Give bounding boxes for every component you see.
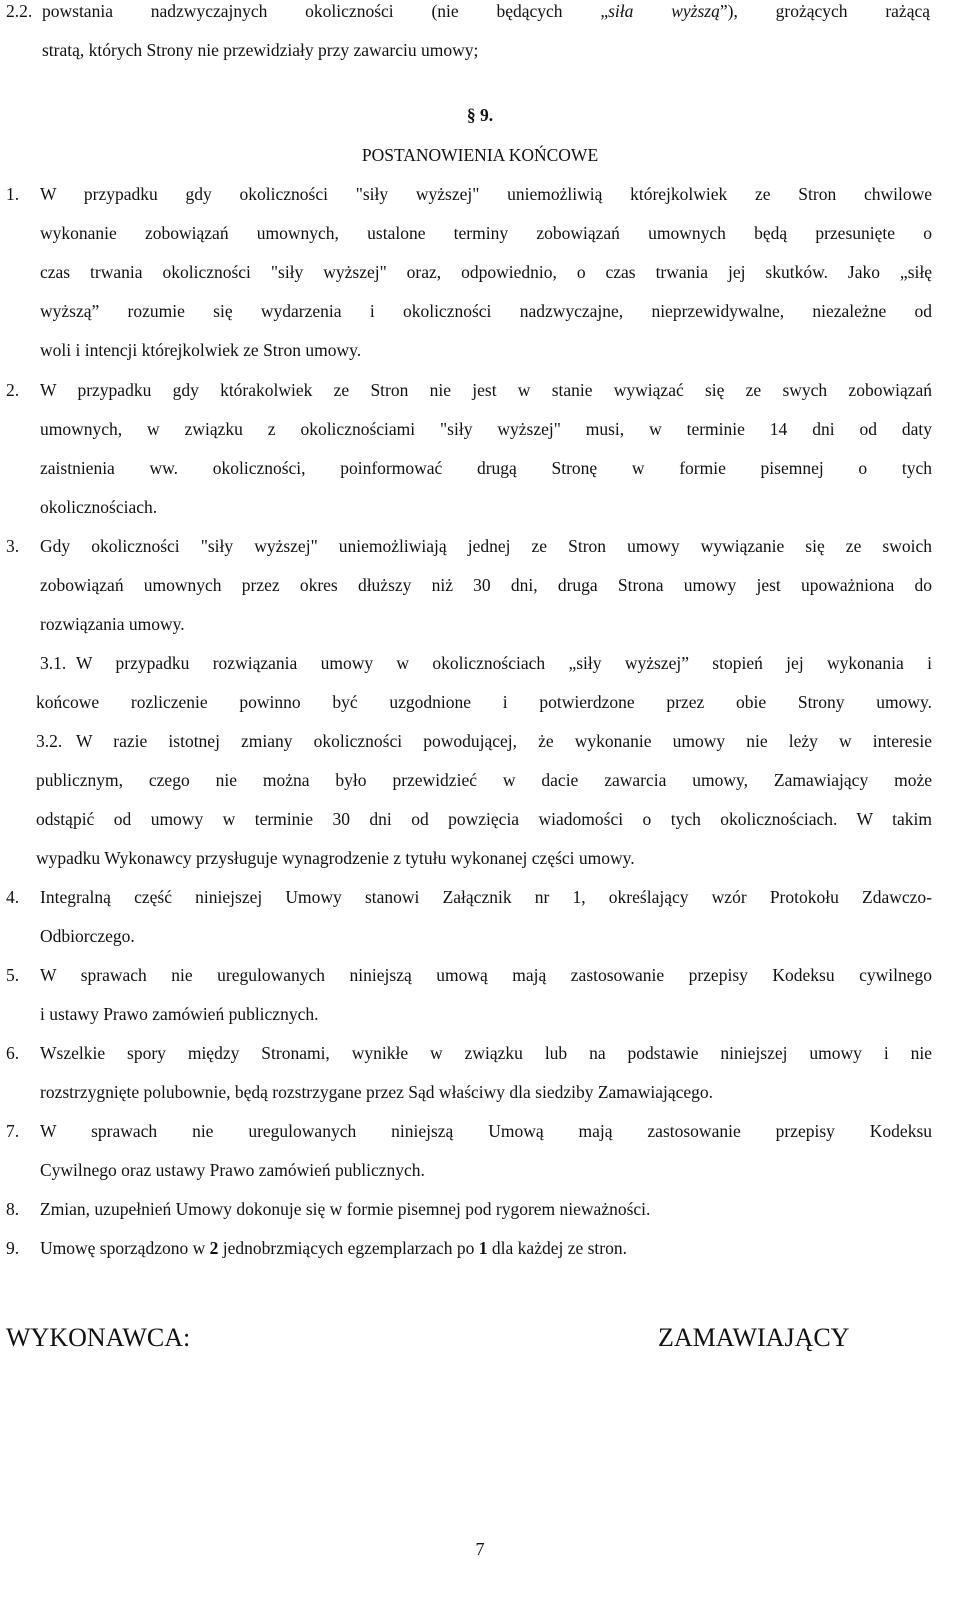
text-run: ”), grożących rażącą xyxy=(719,1,930,21)
text-run: Umowę sporządzono w xyxy=(40,1238,210,1258)
bold-number: 2 xyxy=(209,1238,219,1258)
paragraph-line: Wszelkie spory między Stronami, wynikłe w związku lub na podstawie niniejszej umowy i nie xyxy=(40,1043,932,1063)
paragraph-line: wykonanie zobowiązań umownych, ustalone terminy zobowiązań umownych będą przesunięte o xyxy=(40,223,932,243)
paragraph-line: odstąpić od umowy w terminie 30 dni od powzięcia wiadomości o tych okolicznościach. W takim xyxy=(36,809,932,829)
item-number: 6. xyxy=(6,1043,20,1063)
paragraph-line: czas trwania okoliczności "siły wyższej" oraz, odpowiednio, o czas trwania jej skutków. Jako „siłę xyxy=(40,262,932,282)
paragraph-line xyxy=(40,1240,627,1258)
paragraph-line: i ustawy Prawo zamówień publicznych. xyxy=(40,1004,319,1024)
paragraph-line: W razie istotnej zmiany okoliczności powodującej, że wykonanie umowy nie leży w interesie xyxy=(76,731,932,751)
italic-text: siła wyższą xyxy=(608,1,720,21)
text-run: jednobrzmiących egzemplarzach po xyxy=(218,1238,479,1258)
paragraph-line: okolicznościach. xyxy=(40,497,158,517)
paragraph-line: Integralną część niniejszej Umowy stanowi Załącznik nr 1, określający wzór Protokołu Zdawczo- xyxy=(40,887,932,907)
paragraph-line: Odbiorczego. xyxy=(40,926,135,946)
paragraph-line: zobowiązań umownych przez okres dłuższy niż 30 dni, druga Strona umowy jest upoważniona do xyxy=(40,575,932,595)
paragraph-line: Cywilnego oraz ustawy Prawo zamówień publicznych. xyxy=(40,1160,425,1180)
paragraph-line: stratą, których Strony nie przewidziały przy zawarciu umowy; xyxy=(42,40,479,60)
paragraph-line: publicznym, czego nie można było przewidzieć w dacie zawarcia umowy, Zamawiający może xyxy=(36,770,932,790)
item-number: 1. xyxy=(6,184,20,204)
paragraph-line: W sprawach nie uregulowanych niniejszą umową mają zastosowanie przepisy Kodeksu cywilnego xyxy=(40,965,932,985)
page-number: 7 xyxy=(475,1539,485,1559)
item-number: 4. xyxy=(6,887,20,907)
paragraph-line: Gdy okoliczności "siły wyższej" uniemożliwiają jednej ze Stron umowy wywiązanie się ze swoich xyxy=(40,536,932,556)
paragraph-line: wyższą” rozumie się wydarzenia i okoliczności nadzwyczajne, nieprzewidywalne, niezależne od xyxy=(40,301,932,321)
paragraph-line: umownych, w związku z okolicznościami "siły wyższej" musi, w terminie 14 dni od daty xyxy=(40,419,932,439)
signature-ordering-party: ZAMAWIAJĄCY xyxy=(658,1323,850,1352)
paragraph-line: wypadku Wykonawcy przysługuje wynagrodzenie z tytułu wykonanej części umowy. xyxy=(36,848,635,868)
text-run: powstania nadzwyczajnych okoliczności (nie będących „ xyxy=(42,1,609,21)
item-number: 2.2. xyxy=(6,1,33,21)
paragraph-line: zaistnienia ww. okoliczności, poinformować drugą Stronę w formie pisemnej o tych xyxy=(40,458,932,478)
section-title: POSTANOWIENIA KOŃCOWE xyxy=(361,145,599,165)
item-number: 3.1. xyxy=(40,653,67,673)
item-number: 9. xyxy=(6,1238,20,1258)
paragraph-line: W przypadku gdy okoliczności "siły wyższej" uniemożliwią którejkolwiek ze Stron chwilowe xyxy=(40,184,932,204)
item-number: 3. xyxy=(6,536,20,556)
item-number: 3.2. xyxy=(36,731,63,751)
paragraph-line: W przypadku rozwiązania umowy w okolicznościach „siły wyższej” stopień jej wykonania i xyxy=(76,653,932,673)
paragraph-line: rozwiązania umowy. xyxy=(40,614,185,634)
bold-number: 1 xyxy=(478,1238,488,1258)
paragraph-line: W sprawach nie uregulowanych niniejszą Umową mają zastosowanie przepisy Kodeksu xyxy=(40,1121,932,1141)
text-run: dla każdej ze stron. xyxy=(487,1238,627,1258)
paragraph-line: końcowe rozliczenie powinno być uzgodnione i potwierdzone przez obie Strony umowy. xyxy=(36,692,932,712)
section-number: § 9. xyxy=(466,105,494,125)
paragraph-line: woli i intencji którejkolwiek ze Stron umowy. xyxy=(40,340,362,360)
item-number: 8. xyxy=(6,1199,20,1219)
paragraph-line: Zmian, uzupełnień Umowy dokonuje się w formie pisemnej pod rygorem nieważności. xyxy=(40,1199,651,1219)
paragraph-line: W przypadku gdy którakolwiek ze Stron nie jest w stanie wywiązać się ze swych zobowiązań xyxy=(40,380,932,400)
paragraph-line: rozstrzygnięte polubownie, będą rozstrzygane przez Sąd właściwy dla siedziby Zamawiającego. xyxy=(40,1082,713,1102)
signature-contractor: WYKONAWCA: xyxy=(6,1323,191,1352)
item-number: 7. xyxy=(6,1121,20,1141)
paragraph-line xyxy=(42,3,930,21)
item-number: 2. xyxy=(6,380,20,400)
item-number: 5. xyxy=(6,965,20,985)
